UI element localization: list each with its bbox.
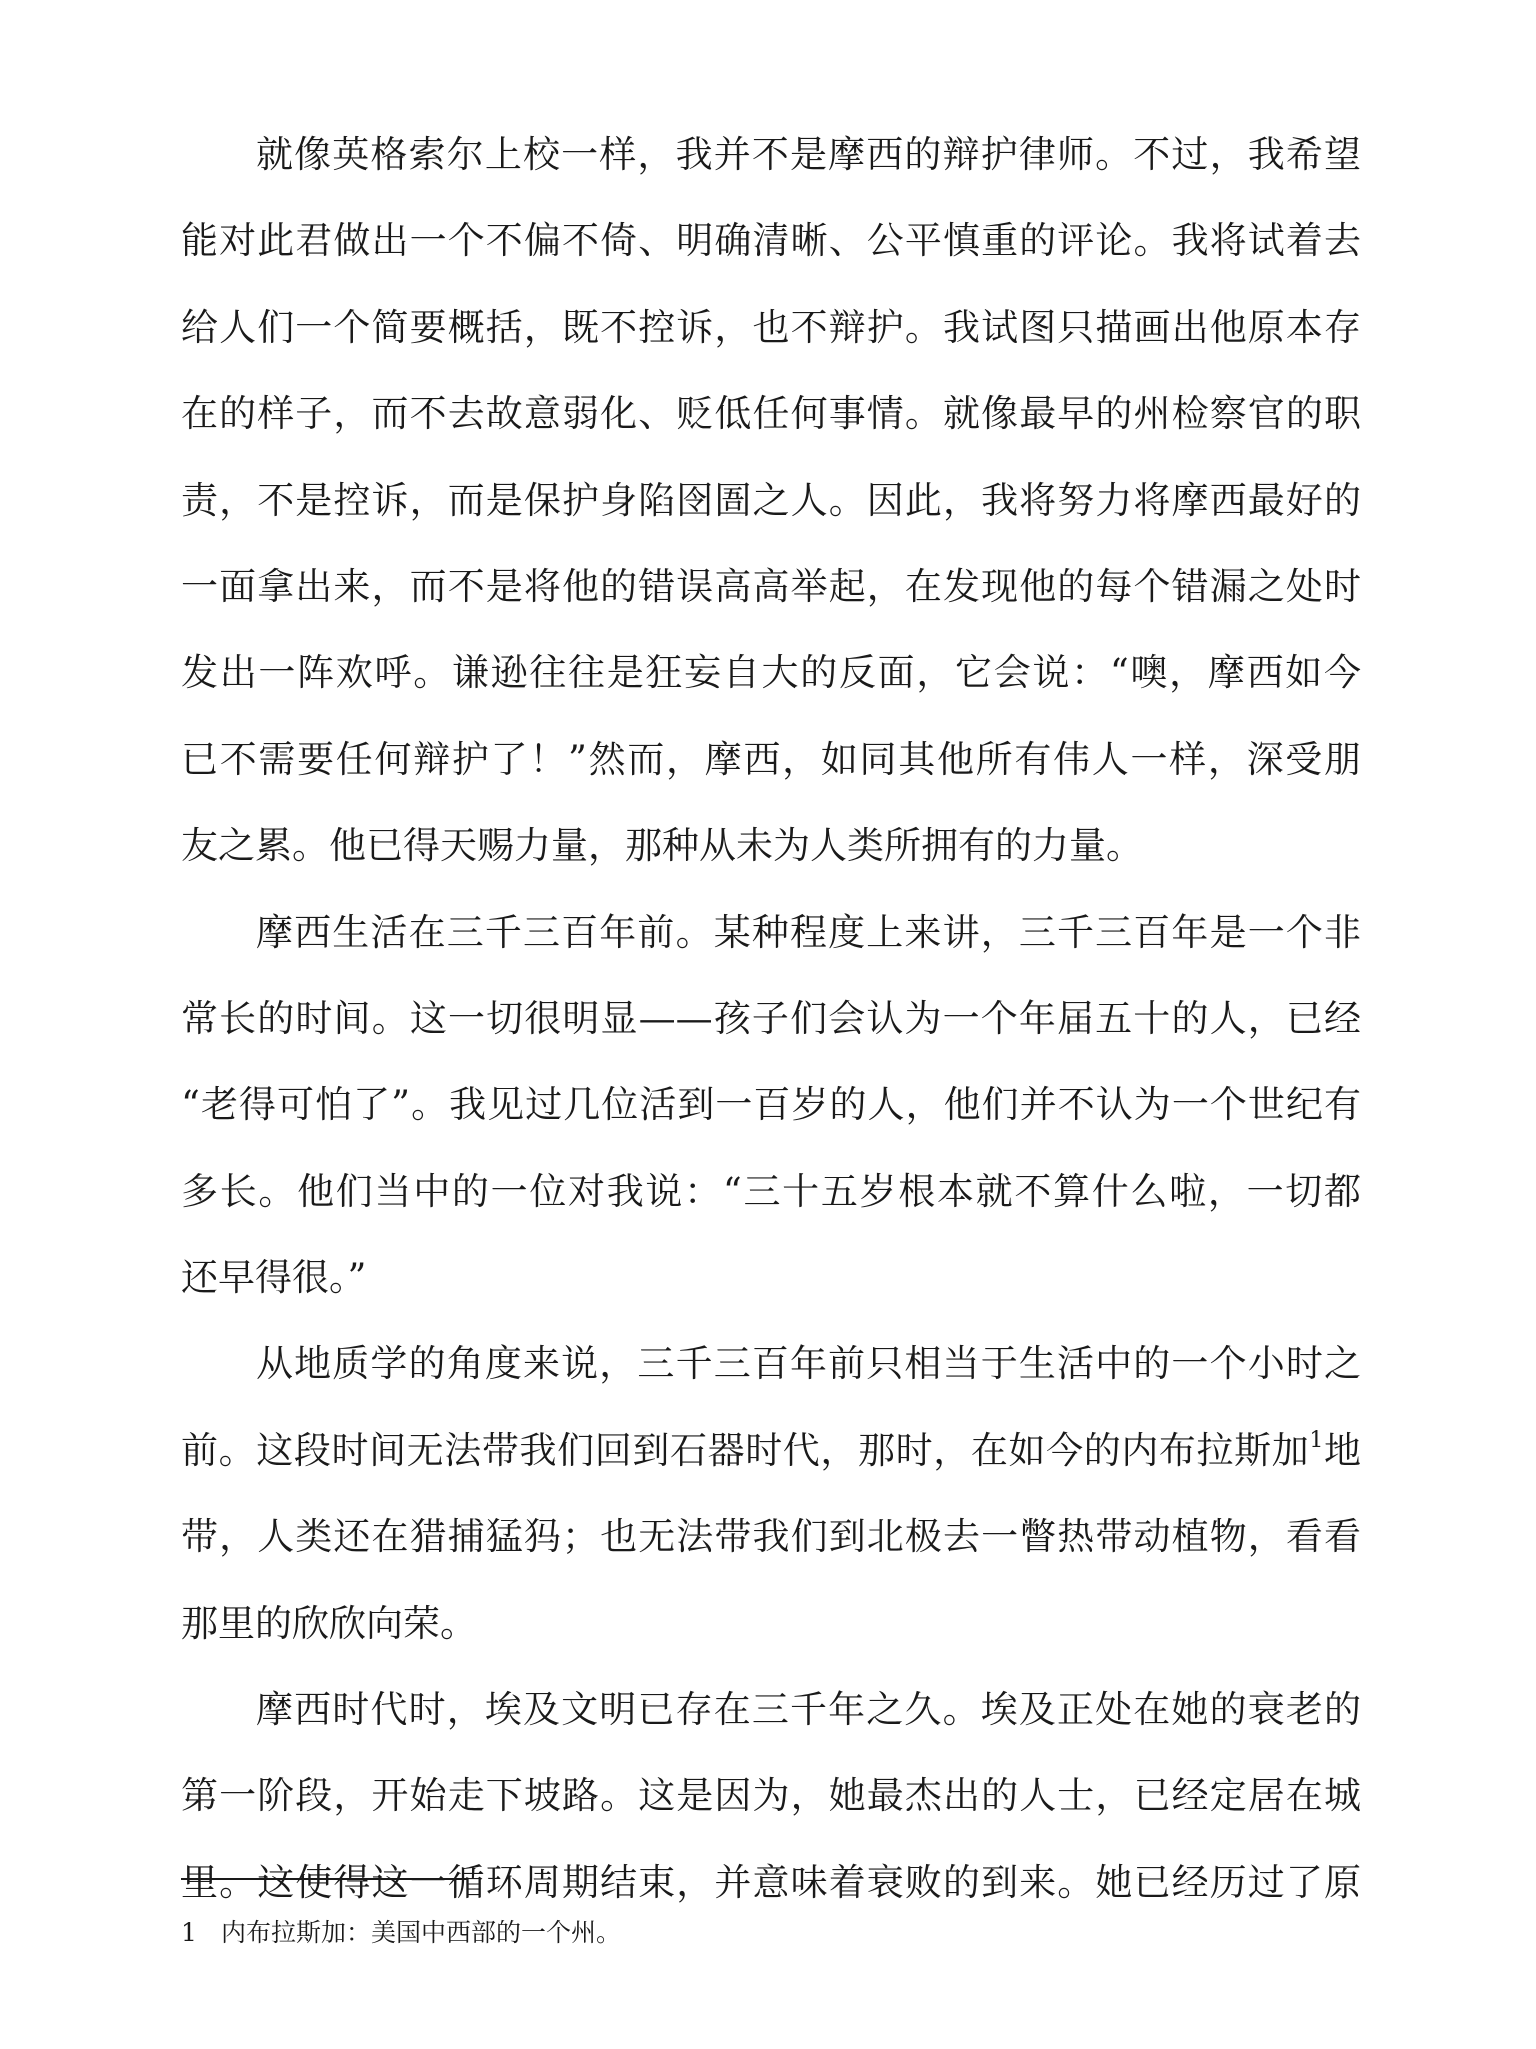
paragraph-4-line: 摩西时代时，埃及文明已存在三千年之久。埃及正处在她的衰老的 xyxy=(256,1688,1361,1732)
footnote-text: 内布拉斯加：美国中西部的一个州。 xyxy=(221,1918,622,1947)
footnote-reference-mark[interactable]: 1 xyxy=(1309,1427,1324,1453)
footnote xyxy=(181,1916,621,1950)
paragraph-3-line: 那里的欣欣向荣。 xyxy=(181,1601,477,1645)
paragraph-1-line: 发出一阵欢呼。谦逊往往是狂妄自大的反面，它会说：“噢，摩西如今 xyxy=(181,651,1361,695)
paragraph-1-line: 已不需要任何辩护了！”然而，摩西，如同其他所有伟人一样，深受朋 xyxy=(181,737,1361,781)
body-text xyxy=(181,112,1361,1926)
paragraph-2-line: “老得可怕了”。我见过几位活到一百岁的人，他们并不认为一个世纪有 xyxy=(181,1083,1361,1127)
paragraph-4-line: 第一阶段，开始走下坡路。这是因为，她最杰出的人士，已经定居在城 xyxy=(181,1774,1361,1818)
paragraph-2-line: 常长的时间。这一切很明显——孩子们会认为一个年届五十的人，已经 xyxy=(181,996,1361,1040)
footnote-separator-rule xyxy=(181,1878,468,1880)
paragraph-3-line-text: 前。这段时间无法带我们回到石器时代，那时，在如今的内布拉斯加 xyxy=(181,1428,1310,1472)
paragraph-1-line: 能对此君做出一个不偏不倚、明确清晰、公平慎重的评论。我将试着去 xyxy=(181,219,1361,263)
paragraph-2-line: 摩西生活在三千三百年前。某种程度上来讲，三千三百年是一个非 xyxy=(256,910,1361,954)
paragraph-2-line: 还早得很。” xyxy=(181,1256,367,1300)
paragraph-1-line: 一面拿出来，而不是将他的错误高高举起，在发现他的每个错漏之处时 xyxy=(181,564,1361,608)
paragraph-2-line: 多长。他们当中的一位对我说：“三十五岁根本就不算什么啦，一切都 xyxy=(181,1169,1361,1213)
paragraph-1-line: 友之累。他已得天赐力量，那种从未为人类所拥有的力量。 xyxy=(181,824,1143,868)
paragraph-3-line-with-footnote xyxy=(181,1408,1361,1494)
paragraph-1-line: 给人们一个简要概括，既不控诉，也不辩护。我试图只描画出他原本存 xyxy=(181,305,1361,349)
paragraph-3-line: 从地质学的角度来说，三千三百年前只相当于生活中的一个小时之 xyxy=(256,1342,1361,1386)
footnote-number: 1 xyxy=(181,1918,197,1947)
paragraph-3-line: 带，人类还在猎捕猛犸；也无法带我们到北极去一瞥热带动植物，看看 xyxy=(181,1515,1361,1559)
paragraph-1-line: 在的样子，而不去故意弱化、贬低任何事情。就像最早的州检察官的职 xyxy=(181,392,1361,436)
paragraph-3-line-tail: 地 xyxy=(1323,1428,1362,1472)
paragraph-1-line: 就像英格索尔上校一样，我并不是摩西的辩护律师。不过，我希望 xyxy=(256,133,1361,176)
paragraph-1-line: 责，不是控诉，而是保护身陷囹圄之人。因此，我将努力将摩西最好的 xyxy=(181,478,1361,522)
paragraph-4-line: 里。这使得这一循环周期结束，并意味着衰败的到来。她已经历过了原 xyxy=(181,1860,1361,1904)
